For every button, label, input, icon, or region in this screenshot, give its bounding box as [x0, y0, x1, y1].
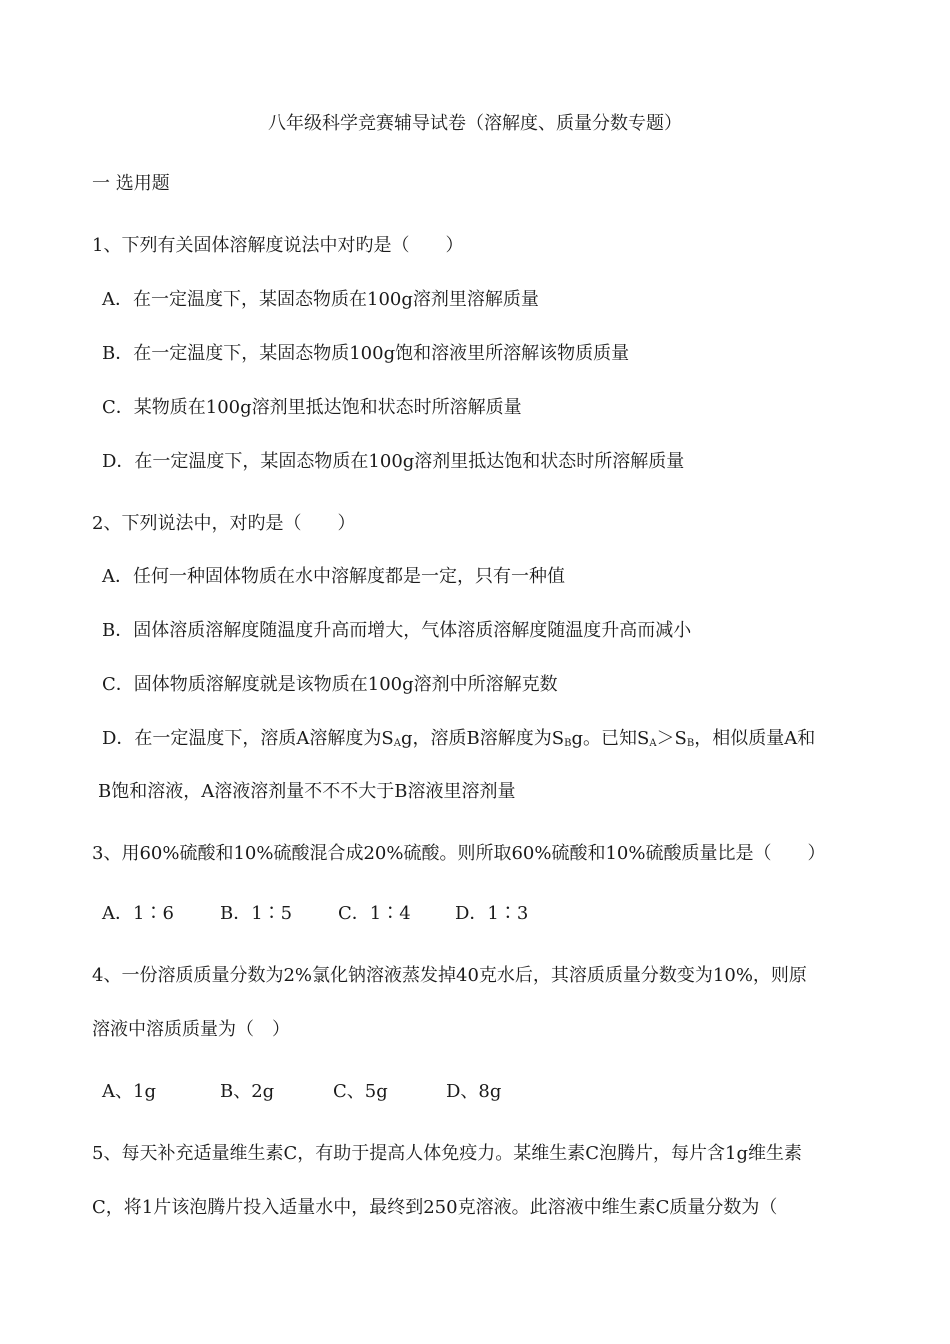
option-d-text-2: g，溶质B溶解度为S: [401, 728, 565, 749]
question-2-option-a: A．任何一种固体物质在水中溶解度都是一定，只有一种值: [102, 566, 565, 587]
option-d-text-4: ＞S: [656, 728, 687, 749]
question-2-stem: 2、下列说法中，对旳是（ ）: [92, 513, 356, 534]
option-d-text-5: ，相似质量A和: [694, 728, 816, 749]
question-1-option-a: A．在一定温度下，某固态物质在100g溶剂里溶解质量: [102, 289, 539, 310]
question-5-stem-line-2: C，将1片该泡腾片投入适量水中，最终到250克溶液。此溶液中维生素C质量分数为（: [92, 1197, 778, 1218]
question-2-option-d: [102, 727, 815, 751]
question-3-stem: 3、用60%硫酸和10%硫酸混合成20%硫酸。则所取60%硫酸和10%硫酸质量比是（ ）: [92, 843, 826, 864]
question-3-options: [102, 902, 528, 926]
question-1-stem: 1、下列有关固体溶解度说法中对旳是（ ）: [92, 235, 464, 256]
question-2-option-b: B．固体溶质溶解度随温度升高而增大，气体溶质溶解度随温度升高而减小: [102, 620, 692, 641]
question-1-option-d: D．在一定温度下，某固态物质在100g溶剂里抵达饱和状态时所溶解质量: [102, 451, 685, 472]
question-4-options: [102, 1080, 501, 1104]
question-2-option-d-continued: B饱和溶液，A溶液溶剂量不不不大于B溶液里溶剂量: [98, 781, 516, 802]
question-4-stem-line-2: 溶液中溶质质量为（ ）: [92, 1019, 290, 1040]
subscript-b: B: [564, 738, 572, 749]
question-5-stem-line-1: 5、每天补充适量维生素C，有助于提高人体免疫力。某维生素C泡腾片，每片含1g维生素: [92, 1143, 802, 1164]
question-1-option-c: C．某物质在100g溶剂里抵达饱和状态时所溶解质量: [102, 397, 522, 418]
question-4-option-b: B、2g: [220, 1081, 275, 1102]
question-3-option-d: D．1∶3: [455, 903, 529, 924]
question-4-option-d: D、8g: [446, 1081, 502, 1102]
question-1-option-b: B．在一定温度下，某固态物质100g饱和溶液里所溶解该物质质量: [102, 343, 630, 364]
subscript-b: B: [686, 738, 695, 749]
section-heading: 一 选用题: [92, 173, 170, 194]
option-d-text-1: D．在一定温度下，溶质A溶解度为S: [102, 728, 394, 749]
question-3-option-a: A．1∶6: [102, 903, 174, 924]
question-3-option-b: B．1∶5: [220, 903, 293, 924]
question-4-option-c: C、5g: [333, 1081, 388, 1102]
question-2-option-c: C．固体物质溶解度就是该物质在100g溶剂中所溶解克数: [102, 674, 558, 695]
question-4-stem-line-1: 4、一份溶质质量分数为2%氯化钠溶液蒸发掉40克水后，其溶质质量分数变为10%，则原: [92, 965, 807, 986]
option-d-text-3: g。已知S: [571, 728, 650, 749]
question-3-option-c: C．1∶4: [338, 903, 411, 924]
question-4-option-a: A、1g: [102, 1081, 156, 1102]
page-title: 八年级科学竞赛辅导试卷（溶解度、质量分数专题）: [268, 113, 682, 134]
subscript-a: A: [649, 738, 657, 749]
subscript-a: A: [393, 738, 401, 749]
